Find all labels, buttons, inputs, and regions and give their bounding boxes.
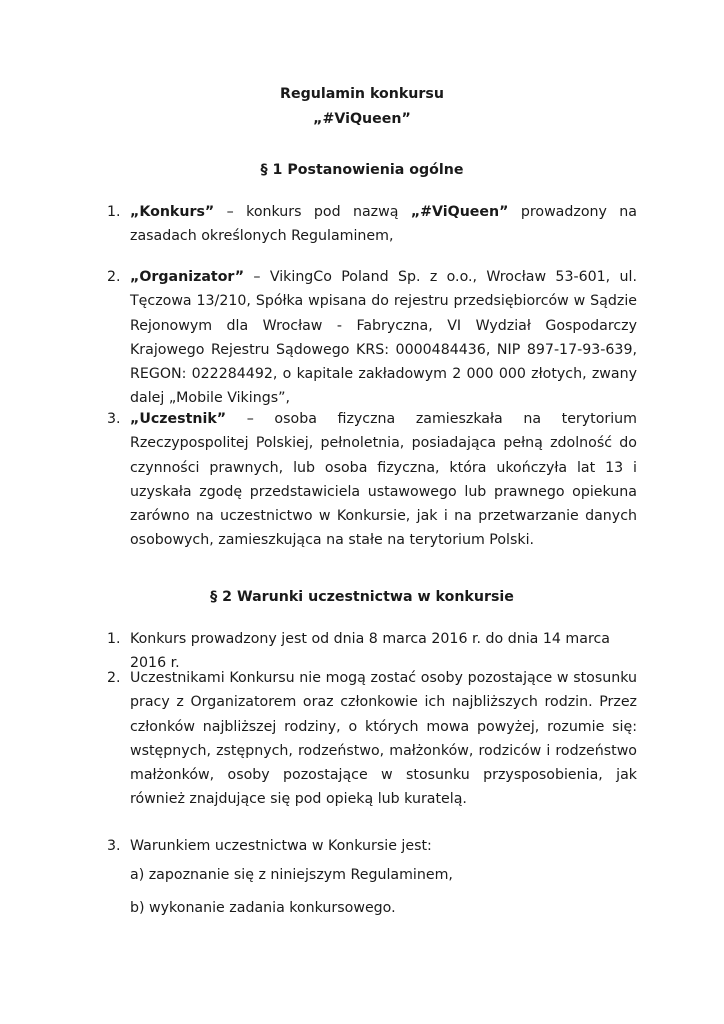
item-text-part: – konkurs pod nazwą [214, 204, 411, 220]
sub-item-a: a) zapoznanie się z niniejszym Regulaminem, [130, 867, 453, 883]
defined-term: „Konkurs” [130, 204, 215, 220]
section-1-item-2 [107, 265, 637, 411]
section-1-item-1 [107, 200, 637, 249]
item-text: Uczestnikami Konkursu nie mogą zostać osoby pozostające w stosunku pracy z Organizatorem oraz członkowie ich najbliższych rodzin. Przez członków najbliższej rodziny, o których mowa powyżej, rozumie się: wstępnych, zstępnych, rodzeństwo, małżonków, rodziców i rodzeństwo małżonków, osoby pozostające w stosunku przysposobienia, jak również znajdujące się pod opieką lub kuratelą. [130, 670, 637, 808]
defined-term: „Organizator” [130, 269, 245, 285]
document-title: Regulamin konkursu [280, 86, 444, 102]
item-text: Warunkiem uczestnictwa w Konkursie jest: [130, 838, 432, 854]
item-text [130, 265, 637, 411]
defined-term: „Uczestnik” [130, 411, 227, 427]
section-2-item-3 [107, 834, 637, 858]
item-text [130, 407, 637, 553]
item-text [130, 200, 637, 249]
item-text-part: prowadzony na zasadach określonych Regulaminem, [130, 204, 637, 245]
item-number: 1. [107, 631, 121, 647]
item-text: Konkurs prowadzony jest od dnia 8 marca 2016 r. do dnia 14 marca 2016 r. [130, 631, 610, 672]
item-text-part: – VikingCo Poland Sp. z o.o., Wrocław 53-601, ul. Tęczowa 13/210, Spółka wpisana do rejestru przedsiębiorców w Sądzie Rejonowym dla Wrocław - Fabryczna, VI Wydział Gospodarczy Krajowego Rejestru Sądowego KRS: 0000484436, NIP 897-17-93-639, REGON: 022284492, o kapitale zakładowym 2 000 000 złotych, zwany dalej „Mobile Vikings”, [130, 269, 637, 407]
item-text-part: – osoba fizyczna zamieszkała na terytorium Rzeczypospolitej Polskiej, pełnoletnia, posiadająca pełną zdolność do czynności prawnych, lub osoba fizyczna, która ukończyła lat 13 i uzyskała zgodę przedstawiciela ustawowego lub prawnego opiekuna zarówno na uczestnictwo w Konkursie, jak i na przetwarzanie danych osobowych, zamieszkująca na stałe na terytorium Polski. [130, 411, 637, 549]
section-1-heading: § 1 Postanowienia ogólne [260, 162, 464, 178]
item-number: 3. [107, 411, 121, 427]
section-2-item-2 [107, 666, 637, 812]
document-subtitle: „#ViQueen” [313, 111, 411, 127]
section-2-heading: § 2 Warunki uczestnictwa w konkursie [210, 589, 514, 605]
section-1-item-3 [107, 407, 637, 553]
item-number: 2. [107, 269, 121, 285]
item-number: 3. [107, 838, 121, 854]
item-number: 2. [107, 670, 121, 686]
sub-item-b: b) wykonanie zadania konkursowego. [130, 900, 396, 916]
defined-term: „#ViQueen” [410, 204, 509, 220]
item-number: 1. [107, 204, 121, 220]
